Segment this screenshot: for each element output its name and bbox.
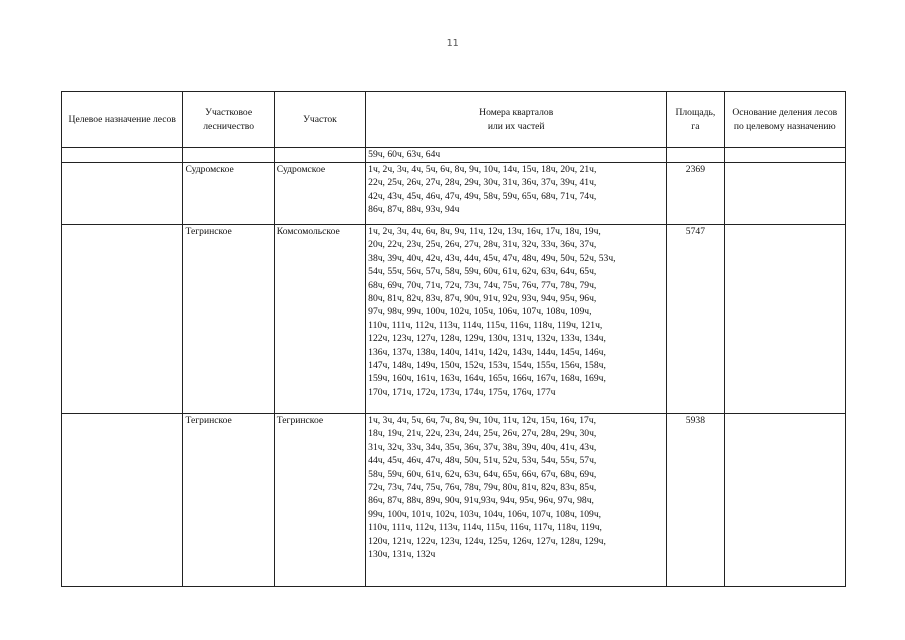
cell-purpose	[62, 225, 183, 414]
quarters-line: 22ч, 25ч, 26ч, 27ч, 28ч, 29ч, 30ч, 31ч, 36ч, 37ч, 39ч, 41ч,	[368, 177, 597, 189]
cell-quarters	[366, 163, 667, 225]
quarters-line: 86ч, 87ч, 88ч, 93ч, 94ч	[368, 204, 460, 216]
quarters-line: 1ч, 2ч, 3ч, 4ч, 5ч, 6ч, 8ч, 9ч, 10ч, 14ч, 15ч, 18ч, 20ч, 21ч,	[368, 164, 597, 175]
quarters-line: 68ч, 69ч, 70ч, 71ч, 72ч, 73ч, 74ч, 75ч, 76ч, 77ч, 78ч, 79ч,	[368, 279, 597, 291]
header-area-line1: Площадь,	[675, 107, 716, 119]
quarters-line: 99ч, 100ч, 101ч, 102ч, 103ч, 104ч, 106ч, 107ч, 108ч, 109ч,	[368, 508, 602, 520]
quarters-line: 20ч, 22ч, 23ч, 25ч, 26ч, 27ч, 28ч, 31ч, 32ч, 33ч, 36ч, 37ч,	[368, 239, 597, 251]
header-quarters	[366, 92, 667, 148]
cell-basis	[724, 163, 846, 225]
cell-basis	[724, 148, 846, 163]
page-number: 11	[446, 38, 459, 49]
cell-plot: Комсомольское	[274, 225, 365, 414]
cell-purpose	[62, 163, 183, 225]
header-purpose: Целевое назначение лесов	[62, 92, 183, 148]
header-quarters-line2: или их частей	[487, 120, 545, 132]
cell-basis	[724, 414, 846, 587]
quarters-line: 170ч, 171ч, 172ч, 173ч, 174ч, 175ч, 176ч, 177ч	[368, 386, 556, 398]
cell-basis	[724, 225, 846, 414]
quarters-line: 136ч, 137ч, 138ч, 140ч, 141ч, 142ч, 143ч, 144ч, 145ч, 146ч,	[368, 346, 606, 358]
header-plot: Участок	[274, 92, 365, 148]
cell-forestry: Тегринское	[183, 414, 274, 587]
forest-purpose-table	[61, 91, 846, 587]
quarters-line: 44ч, 45ч, 46ч, 47ч, 48ч, 50ч, 51ч, 52ч, 53ч, 54ч, 55ч, 57ч,	[368, 455, 597, 467]
quarters-line: 159ч, 160ч, 161ч, 163ч, 164ч, 165ч, 166ч, 167ч, 168ч, 169ч,	[368, 373, 606, 385]
quarters-line: 110ч, 111ч, 112ч, 113ч, 114ч, 115ч, 116ч, 117ч, 118ч, 119ч,	[368, 522, 602, 534]
table-row	[62, 414, 846, 587]
table-row	[62, 225, 846, 414]
quarters-line: 110ч, 111ч, 112ч, 113ч, 114ч, 115ч, 116ч, 118ч, 119ч, 121ч,	[368, 319, 603, 331]
cell-forestry: Тегринское	[183, 225, 274, 414]
quarters-line: 72ч, 73ч, 74ч, 75ч, 76ч, 78ч, 79ч, 80ч, 81ч, 82ч, 83ч, 85ч,	[368, 482, 597, 494]
cell-purpose	[62, 414, 183, 587]
cell-quarters	[366, 148, 667, 163]
quarters-line: 86ч, 87ч, 88ч, 89ч, 90ч, 91ч,93ч, 94ч, 95ч, 96ч, 97ч, 98ч,	[368, 495, 594, 507]
quarters-line: 80ч, 81ч, 82ч, 83ч, 87ч, 90ч, 91ч, 92ч, 93ч, 94ч, 95ч, 96ч,	[368, 293, 597, 305]
quarters-line: 18ч, 19ч, 21ч, 22ч, 23ч, 24ч, 25ч, 26ч, 27ч, 28ч, 29ч, 30ч,	[368, 428, 597, 440]
cell-purpose	[62, 148, 183, 163]
quarters-line: 1ч, 3ч, 4ч, 5ч, 6ч, 7ч, 8ч, 9ч, 10ч, 11ч, 12ч, 15ч, 16ч, 17ч,	[368, 415, 597, 426]
quarters-line: 120ч, 121ч, 122ч, 123ч, 124ч, 125ч, 126ч, 127ч, 128ч, 129ч,	[368, 535, 606, 547]
quarters-line: 122ч, 123ч, 127ч, 128ч, 129ч, 130ч, 131ч, 132ч, 133ч, 134ч,	[368, 333, 606, 345]
quarters-line: 1ч, 2ч, 3ч, 4ч, 6ч, 8ч, 9ч, 11ч, 12ч, 13ч, 16ч, 17ч, 18ч, 19ч,	[368, 226, 601, 237]
quarters-line: 147ч, 148ч, 149ч, 150ч, 152ч, 153ч, 154ч, 155ч, 156ч, 158ч,	[368, 360, 606, 372]
quarters-line: 59ч, 60ч, 63ч, 64ч	[368, 149, 441, 160]
header-forestry: Участковое лесничество	[183, 92, 274, 148]
header-area-line2: га	[691, 120, 700, 132]
cell-quarters	[366, 225, 667, 414]
quarters-line: 130ч, 131ч, 132ч	[368, 549, 436, 561]
cell-quarters	[366, 414, 667, 587]
quarters-line: 54ч, 55ч, 56ч, 57ч, 58ч, 59ч, 60ч, 61ч, 62ч, 63ч, 64ч, 65ч,	[368, 266, 597, 278]
cell-plot: Тегринское	[274, 414, 365, 587]
header-quarters-line1: Номера кварталов	[479, 107, 554, 119]
quarters-line: 58ч, 59ч, 60ч, 61ч, 62ч, 63ч, 64ч, 65ч, 66ч, 67ч, 68ч, 69ч,	[368, 468, 597, 480]
quarters-line: 31ч, 32ч, 33ч, 34ч, 35ч, 36ч, 37ч, 38ч, 39ч, 40ч, 41ч, 43ч,	[368, 441, 597, 453]
quarters-line: 38ч, 39ч, 40ч, 42ч, 43ч, 44ч, 45ч, 47ч, 48ч, 49ч, 50ч, 52ч, 53ч,	[368, 252, 616, 264]
header-area	[667, 92, 724, 148]
quarters-line: 42ч, 43ч, 45ч, 46ч, 47ч, 49ч, 58ч, 59ч, 65ч, 68ч, 71ч, 74ч,	[368, 190, 597, 202]
cell-area	[667, 148, 724, 163]
header-basis: Основание деления лесов по целевому назначению	[724, 92, 846, 148]
cell-area: 2369	[667, 163, 724, 225]
table-row	[62, 163, 846, 225]
table-row	[62, 148, 846, 163]
cell-forestry: Судромское	[183, 163, 274, 225]
cell-area: 5747	[667, 225, 724, 414]
quarters-line: 97ч, 98ч, 99ч, 100ч, 102ч, 105ч, 106ч, 107ч, 108ч, 109ч,	[368, 306, 592, 318]
cell-area: 5938	[667, 414, 724, 587]
cell-plot: Судромское	[274, 163, 365, 225]
cell-plot	[274, 148, 365, 163]
cell-forestry	[183, 148, 274, 163]
table-header-row	[62, 92, 846, 148]
